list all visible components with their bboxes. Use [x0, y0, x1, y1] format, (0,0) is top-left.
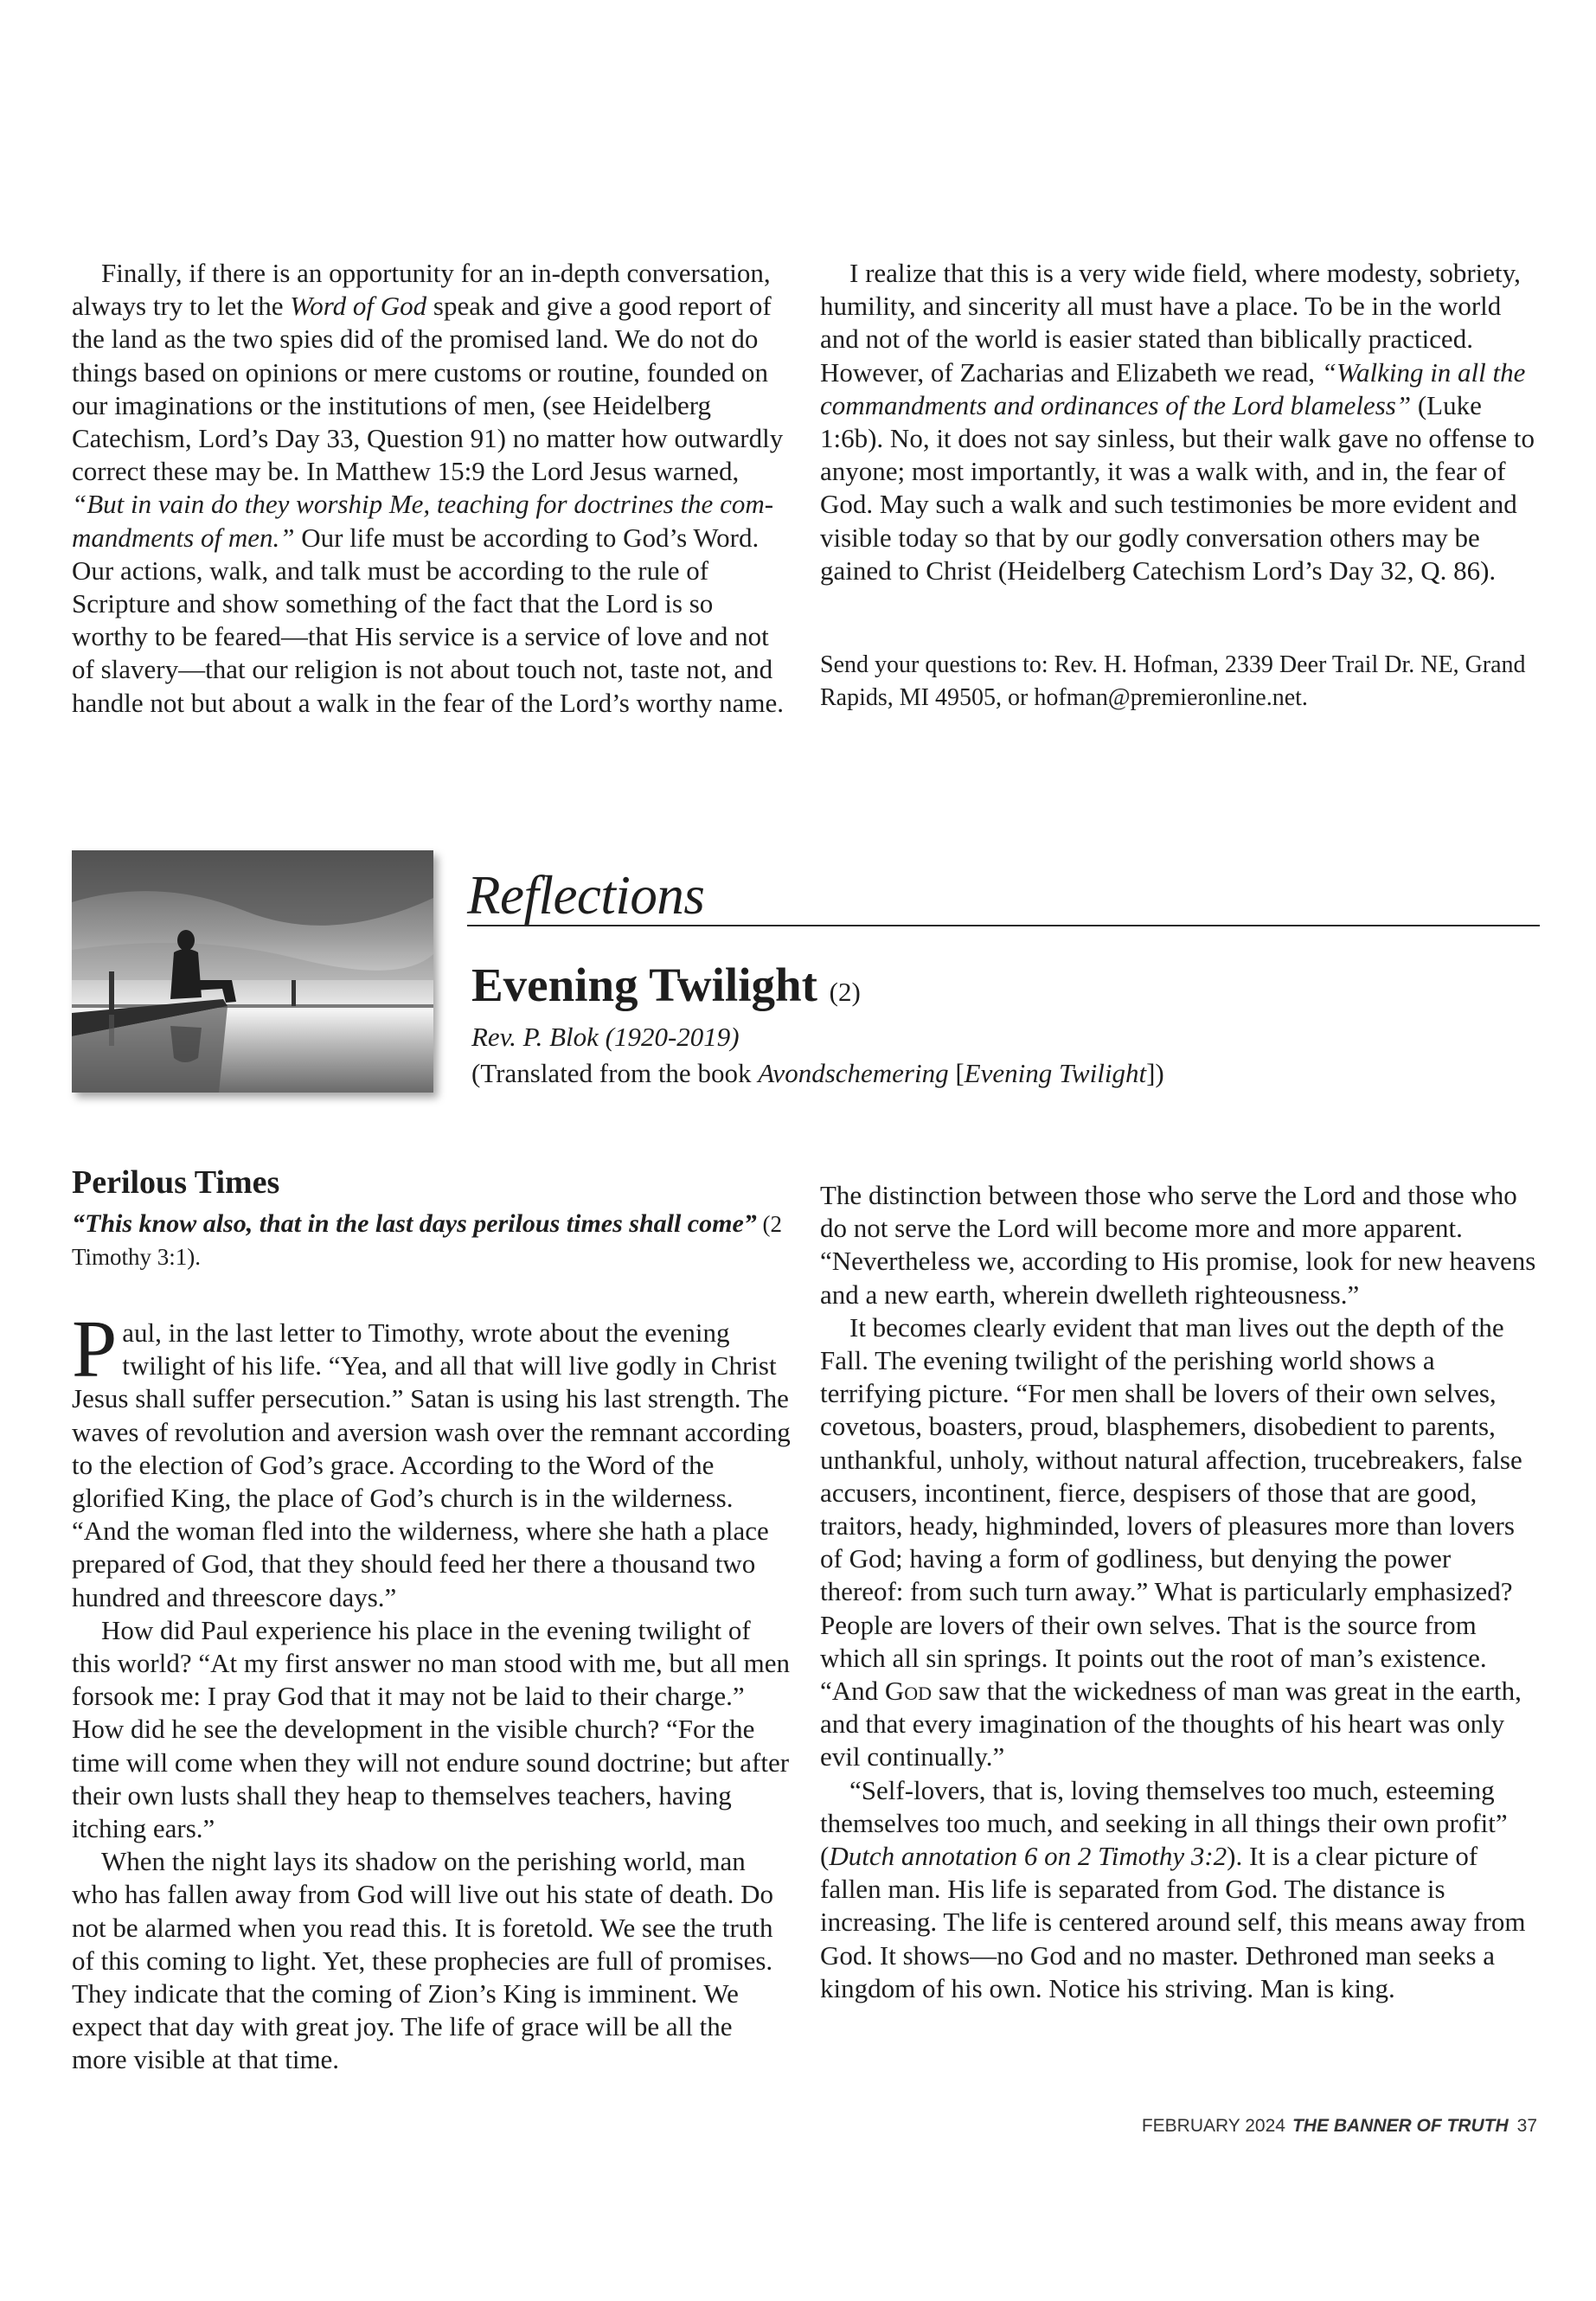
epigraph: “This know also, that in the last days perilous times shall come” (2 Timothy 3:1). [72, 1209, 783, 1270]
twilight-photo [72, 850, 433, 1093]
drop-cap: P [72, 1304, 118, 1394]
paragraph: How did Paul experience his place in the evening twilight of this world? “At my first answer no man stood with me, but all men forsook me: I pray God that it may not be laid to their charge.” How did he see the development in the visible church? “For the time will come when they will not endure sound doctrine; but after their own lusts shall they heap to themselves teachers, having itching ears.” [72, 1614, 790, 1844]
magazine-name: THE BANNER OF TRUTH [1292, 2116, 1509, 2136]
paragraph: When the night lays its shadow on the perishing world, man who has fallen away from God will live out his state of death. Do not be alarmed when you read this. It is foretold. We see the truth of this coming to light. Yet, these prophecies are full of promises. They indicate that the coming of Zion’s King is imminent. We expect that day with great joy. The life of grace will be all the more visible at that time. [72, 1846, 773, 2075]
translation-note: (Translated from the book Avondschemering [Evening Twilight]) [471, 1058, 1164, 1088]
paragraph: Paul, in the last letter to Timothy, wrote about the evening twilight of his life. “Yea, and all that will live godly in Christ Jesus shall suffer persecution.” Satan is using his last strength. The waves of revolution and aversion wash over the remnant according to the election of God’s grace. According to the Word of the glorified King, the place of God’s church is in the wilderness. “And the woman fled into the wilderness, where she hath a place prepared of God, that they should feed her there a thousand two hundred and threescore days.” [72, 1304, 791, 1612]
bottom-right-column [820, 1179, 1540, 2005]
section-label: Reflections [467, 865, 705, 926]
twilight-photo-image [72, 850, 433, 1093]
page-footer [1142, 2115, 1537, 2138]
page-number: 37 [1516, 2116, 1537, 2136]
subsection-heading: Perilous Times [72, 1164, 280, 1201]
send-questions-note: Send your questions to: Rev. H. Hofman, 2339 Deer Trail Dr. NE, Grand Rapids, MI 49505, or hofman@premieronline.net. [820, 651, 1526, 712]
section-rule [467, 925, 1540, 926]
scripture-quote: “But in vain do they worship Me, teaching for doctrines the commandments of men.” [72, 489, 774, 553]
paragraph: Finally, if there is an opportunity for an in-depth conversation, always try to let the Word of God speak and give a good report of the land as the two spies did of the promised land. We do not do things based on opinions or mere customs or routine, founded on our imaginations or the institutions of men, (see Heidelberg Catechism, Lord’s Day 33, Question 91) no matter how outwardly correct these may be. In Matthew 15:9 the Lord Jesus warned, “But in vain do they worship Me, teaching for doctrines the commandments of men.” Our life must be according to God’s Word. Our actions, walk, and talk must be according to the rule of Scripture and show something of the fact that the Lord is so worthy to be feared—that His service is a service of love and not of slavery—that our religion is not about touch not, taste not, and handle not but about a walk in the fear of the Lord’s worthy name. [72, 258, 784, 718]
article-title: Evening Twilight (2) [471, 958, 861, 1011]
article-author: Rev. P. Blok (1920-2019) [471, 1022, 740, 1052]
paragraph: “Self-lovers, that is, loving themselves too much, esteeming themselves too much, and seeking in all things their own profit” (Dutch annotation 6 on 2 Timothy 3:2). It is a clear picture of fallen man. His life is separated from God. The distance is increasing. The life is centered around self, this means away from God. It shows—no God and no master. Dethroned man seeks a kingdom of his own. Notice his striving. Man is king. [820, 1774, 1526, 2003]
top-left-column [72, 257, 788, 720]
scripture-quote: “Walking in all the commandments and ordinances of the Lord blameless” [820, 356, 1526, 420]
bottom-left-column [72, 1163, 792, 2077]
paragraph: The distinction between those who serve the Lord and those who do not serve the Lord will become more and more apparent. “Nevertheless we, according to His promise, look for new heavens and a new earth, wherein dwelleth righteousness.” [820, 1180, 1536, 1310]
paragraph: It becomes clearly evident that man lives out the depth of the Fall. The evening twilight of the perishing world shows a terrifying picture. “For men shall be lovers of their own selves, covetous, boasters, proud, blasphemers, disobedient to parents, unthankful, unholy, without natural affection, trucebreakers, false accusers, incontinent, fierce, despisers of those that are good, traitors, heady, highminded, lovers of pleasures more than lovers of God; having a form of godliness, but denying the power thereof: from such turn away.” What is particularly emphasized? People are lovers of their own selves. That is the source from which all sin springs. It points out the root of man’s existence. “And God saw that the wickedness of man was great in the earth, and that every imagination of the thoughts of his heart was only evil continually.” [820, 1311, 1522, 1772]
issue-date: FEBRUARY 2024 [1141, 2116, 1285, 2136]
emphasis: Word of God [290, 291, 427, 322]
top-right-column [820, 257, 1538, 715]
paragraph: I realize that this is a very wide field, where modesty, sobriety, humility, and sincerity all must have a place. To be in the world and not of the world is easier stated than biblically practiced. However, of Zacharias and Elizabeth we read, “Walking in all the commandments and ordinances of the Lord blameless” (Luke 1:6b). No, it does not say sinless, but their walk gave no offense to anyone; most importantly, it was a walk with, and in, the fear of God. May such a walk and such testimonies be more evident and visible today so that by our godly conversation others may be gained to Christ (Heidelberg Catechism Lord’s Day 32, Q. 86). [820, 258, 1535, 586]
article-part: (2) [829, 977, 861, 1007]
